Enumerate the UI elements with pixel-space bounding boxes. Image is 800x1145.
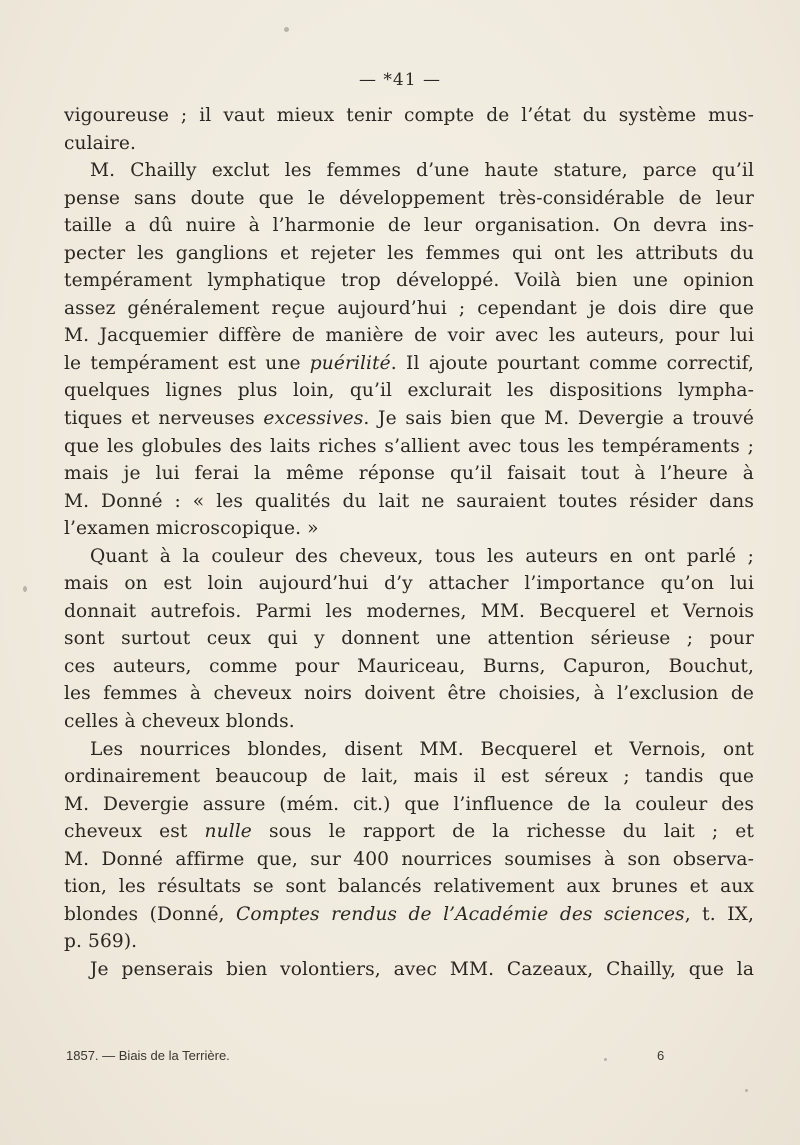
text-line: p. 569). [64, 931, 138, 953]
text-line: ces auteurs, comme pour Mauriceau, Burns, Capuron, Bouchut, [64, 655, 754, 677]
text-line: cheveux est nulle sous le rapport de la richesse du lait ; et [64, 821, 754, 843]
text-line: vigoureuse ; il vaut mieux tenir compte de l’état du système mus- [64, 105, 754, 126]
text-line: tion, les résultats se sont balancés relativement aux brunes et aux [64, 876, 754, 898]
paper-speck [284, 27, 289, 32]
text-line: pecter les ganglions et rejeter les femmes qui ont les attributs du [64, 242, 754, 264]
text-line: M. Chailly exclut les femmes d’une haute stature, parce qu’il [90, 160, 754, 182]
text-line: que les globules des laits riches s’allient avec tous les tempéraments ; [64, 435, 754, 457]
text-line: ordinairement beaucoup de lait, mais il est séreux ; tandis que [64, 766, 754, 788]
text-line: donnait autrefois. Parmi les modernes, MM. Becquerel et Vernois [64, 600, 754, 622]
text-line: Quant à la couleur des cheveux, tous les auteurs en ont parlé ; [90, 545, 754, 567]
text-line: blondes (Donné, Comptes rendus de l’Académie des sciences, t. IX, [64, 903, 755, 925]
text-line: M. Devergie assure (mém. cit.) que l’influence de la couleur des [64, 793, 754, 815]
text-line: l’examen microscopique. » [64, 518, 319, 540]
paper-speck [23, 586, 27, 592]
text-line: tempérament lymphatique trop développé. Voilà bien une opinion [64, 270, 754, 292]
text-line: le tempérament est une puérilité. Il ajoute pourtant comme correctif, [64, 352, 755, 374]
text-line: taille a dû nuire à l’harmonie de leur organisation. On devra ins- [64, 215, 754, 237]
text-line: M. Donné : « les qualités du lait ne sauraient toutes résider dans [64, 490, 754, 512]
italic-phrase: nulle [204, 821, 252, 843]
text-line: les femmes à cheveux noirs doivent être choisies, à l’exclusion de [64, 683, 754, 705]
text-line: Les nourrices blondes, disent MM. Becquerel et Vernois, ont [90, 738, 754, 760]
printer-imprint: 1857. — Biais de la Terrière. [66, 1048, 230, 1063]
text-line: tiques et nerveuses excessives. Je sais bien que M. Devergie a trouvé [64, 408, 754, 430]
italic-phrase: excessives [263, 408, 364, 430]
text-line: mais je lui ferai la même réponse qu’il faisait tout à l’heure à [64, 463, 754, 485]
text-line: quelques lignes plus loin, qu’il exclurait les dispositions lympha- [64, 380, 754, 402]
body-text [64, 102, 754, 984]
page-footer [66, 1048, 686, 1063]
sheet-signature: 6 [657, 1048, 665, 1063]
italic-phrase: puérilité [309, 352, 391, 374]
text-line: assez généralement reçue aujourd’hui ; cependant je dois dire que [64, 297, 754, 319]
text-line: sont surtout ceux qui y donnent une attention sérieuse ; pour [64, 628, 754, 650]
page-number: — *41 — [359, 70, 441, 90]
text-line: M. Jacquemier diffère de manière de voir avec les auteurs, pour lui [64, 325, 754, 347]
text-line: mais on est loin aujourd’hui d’y attacher l’importance qu’on lui [64, 573, 754, 595]
text-line: Je penserais bien volontiers, avec MM. Cazeaux, Chailly, que la [90, 958, 754, 980]
italic-phrase: Comptes rendus de l’Académie des sciences [236, 903, 685, 925]
paper-speck [745, 1089, 748, 1092]
text-line: culaire. [64, 132, 136, 154]
text-line: M. Donné affirme que, sur 400 nourrices soumises à son observa- [64, 848, 754, 870]
text-line: pense sans doute que le développement très-considérable de leur [64, 187, 754, 209]
text-line: celles à cheveux blonds. [64, 711, 295, 733]
